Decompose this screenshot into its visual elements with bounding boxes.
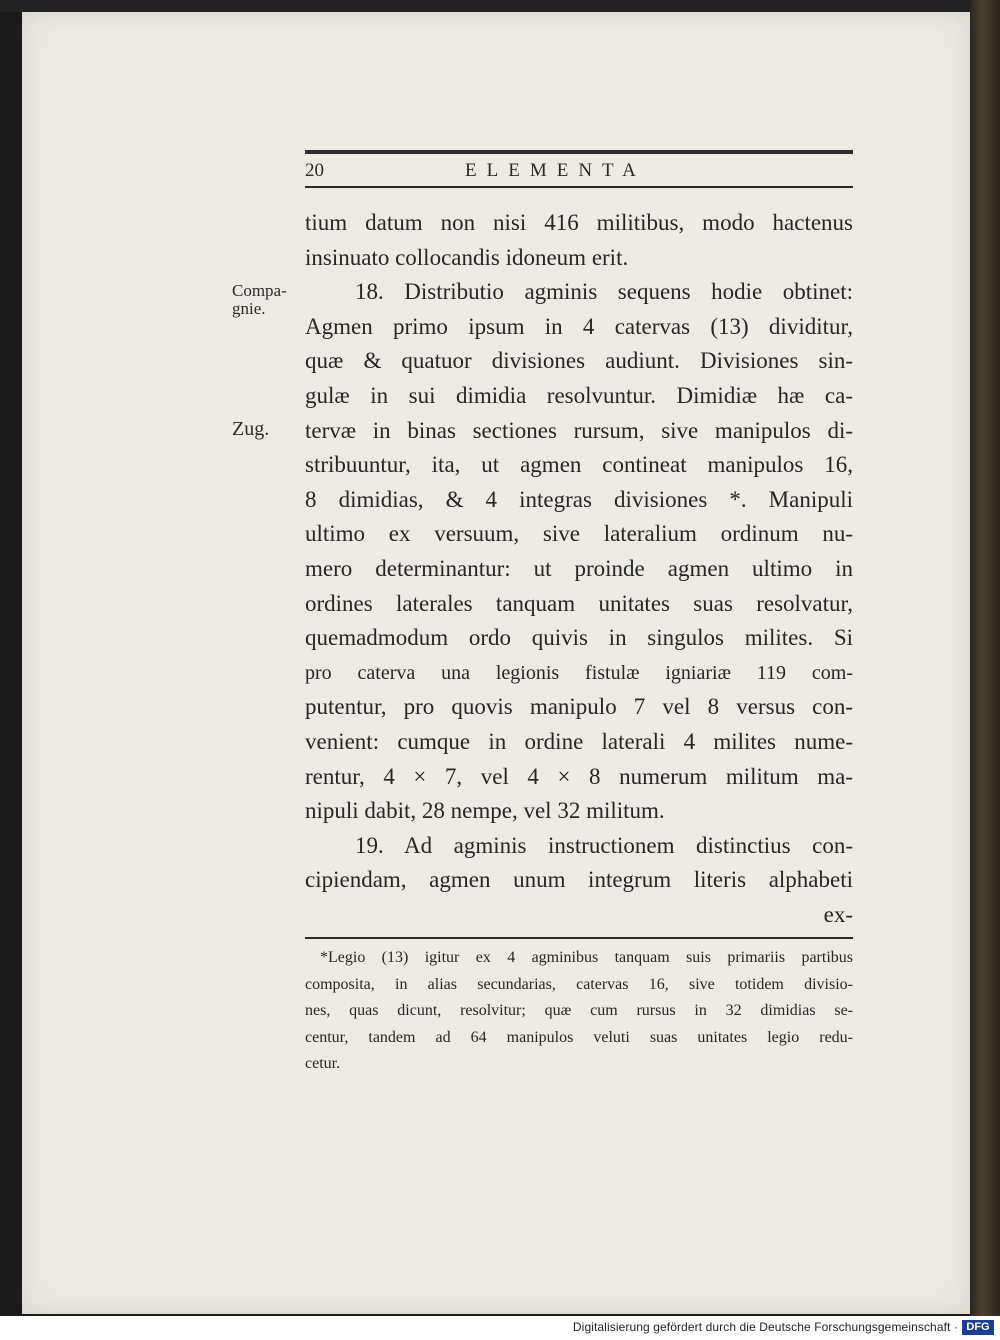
footnote-line: centur, tandem ad 64 manipulos veluti suas unitates legio redu- — [305, 1028, 853, 1046]
margin-note-compagnie-line-2: gnie. — [232, 299, 266, 318]
footnote-rule — [305, 937, 853, 939]
body-line: Agmen primo ipsum in 4 catervas (13) dividitur, — [305, 313, 853, 339]
body-line: mero determinantur: ut proinde agmen ultimo in — [305, 555, 853, 581]
footnote — [305, 945, 853, 1078]
paragraph-19-start: 19. Ad agminis instructionem distinctius con- — [355, 832, 853, 858]
digitization-credit: Digitalisierung gefördert durch die Deutsche Forschungsgemeinschaft · — [572, 1320, 958, 1334]
page-number: 20 — [305, 160, 324, 181]
running-head: ELEMENTA — [465, 160, 646, 181]
book-spine-edge — [970, 0, 1000, 1316]
body-line: tervæ in binas sectiones rursum, sive manipulos di- — [305, 417, 853, 443]
body-line: ordines laterales tanquam unitates suas resolvatur, — [305, 590, 853, 616]
scan-top-edge — [0, 0, 1000, 12]
dfg-logo: DFG — [962, 1320, 994, 1335]
header-rule-thick — [305, 150, 853, 154]
body-line: nipuli dabit, 28 nempe, vel 32 militum. — [305, 798, 665, 824]
body-line: ultimo ex versuum, sive lateralium ordinum nu- — [305, 521, 853, 547]
margin-note-zug: Zug. — [232, 418, 270, 440]
body-line: 8 dimidias, & 4 integras divisiones *. Manipuli — [305, 486, 853, 512]
body-line: insinuato collocandis idoneum erit. — [305, 244, 629, 270]
body-line: gulæ in sui dimidia resolvuntur. Dimidiæ hæ ca- — [305, 382, 853, 408]
body-line: cipiendam, agmen unum integrum literis alphabeti — [305, 867, 853, 893]
header-rule-thin — [305, 186, 853, 188]
body-line: rentur, 4 × 7, vel 4 × 8 numerum militum ma- — [305, 763, 853, 789]
catchword: ex- — [823, 901, 853, 927]
footnote-line: cetur. — [305, 1055, 341, 1072]
paragraph-18-start: 18. Distributio agminis sequens hodie obtinet: — [355, 279, 853, 305]
body-line: quæ & quatuor divisiones audiunt. Divisiones sin- — [305, 348, 853, 374]
footnote-line: *Legio (13) igitur ex 4 agminibus tanquam suis primariis partibus — [320, 949, 853, 966]
body-line: venient: cumque in ordine laterali 4 milites nume- — [305, 728, 853, 754]
body-line: quemadmodum ordo quivis in singulos milites. Si — [305, 625, 853, 651]
body-line: pro caterva una legionis fistulæ igniariæ 119 com- — [305, 661, 853, 684]
footnote-line: composita, in alias secundarias, catervas 16, sive totidem divisio- — [305, 975, 853, 993]
body-text — [305, 206, 853, 932]
margin-note-compagnie-line-1: Compa- — [232, 281, 287, 300]
body-line: putentur, pro quovis manipulo 7 vel 8 versus con- — [305, 694, 853, 720]
body-line: tium datum non nisi 416 militibus, modo hactenus — [305, 210, 853, 235]
footnote-line: nes, quas dicunt, resolvitur; quæ cum rursus in 32 dimidias se- — [305, 1002, 853, 1019]
body-line: stribuuntur, ita, ut agmen contineat manipulos 16, — [305, 452, 853, 478]
